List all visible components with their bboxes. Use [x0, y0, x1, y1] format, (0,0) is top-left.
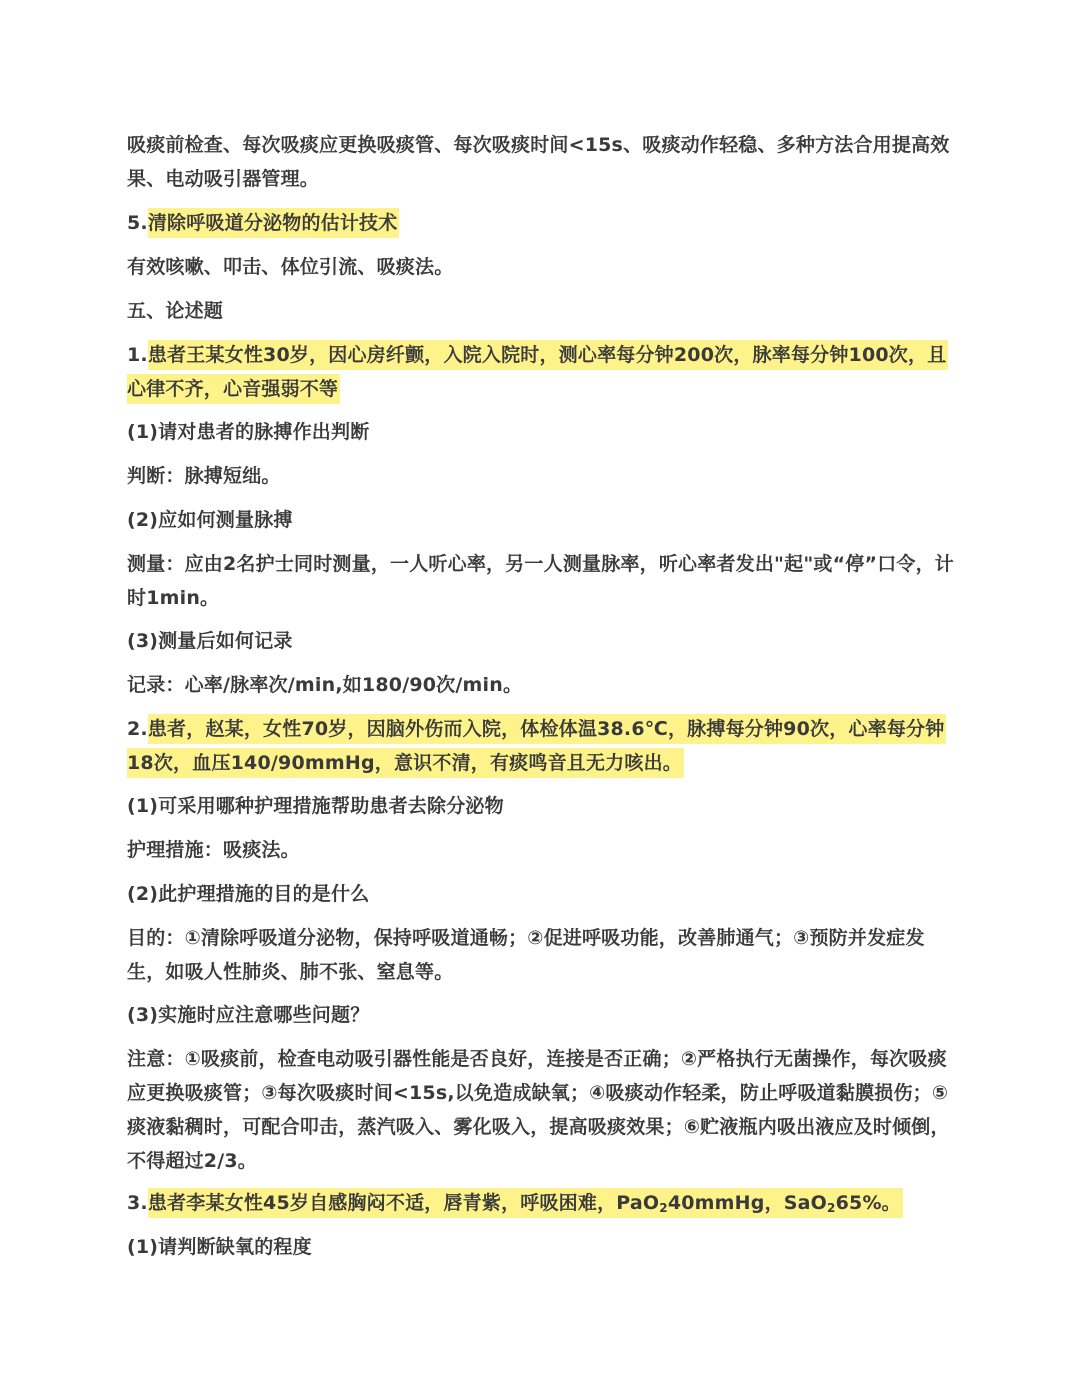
question-number: 1.: [127, 344, 148, 366]
q1-answer-2: 测量：应由2名护士同时测量，一人听心率，另一人测量脉率，听心率者发出"起"或“停”口令，计时1min。: [127, 553, 954, 609]
question-3-text-part1: 患者李某女性45岁自感胸闷不适，唇青紫，呼吸困难，PaO: [147, 1192, 660, 1214]
q3-subquestion-1: (1)请判断缺氧的程度: [127, 1236, 312, 1258]
subscript: 2: [659, 1201, 668, 1215]
q2-subquestion-1: (1)可采用哪种护理措施帮助患者去除分泌物: [127, 795, 504, 817]
highlighted-heading: 清除呼吸道分泌物的估计技术: [148, 208, 400, 238]
q1-subquestion-1: (1)请对患者的脉搏作出判断: [127, 421, 370, 443]
question-2: [127, 712, 957, 780]
question-3-text: [148, 1188, 903, 1218]
q2-subquestion-3: (3)实施时应注意哪些问题？: [127, 1004, 370, 1026]
question-2-text: 患者，赵某，女性70岁，因脑外伤而入院，体检体温38.6℃，脉搏每分钟90次，心率每分钟18次，血压140/90mmHg，意识不清，有痰鸣音且无力咳出。: [127, 714, 946, 778]
q1-answer-3: 记录：心率/脉率次/min,如180/90次/min。: [127, 674, 523, 696]
question-number: 2.: [127, 718, 148, 740]
paragraph-suction-checks: 吸痰前检查、每次吸痰应更换吸痰管、每次吸痰时间<15s、吸痰动作轻稳、多种方法合用提高效果、电动吸引器管理。: [127, 134, 950, 190]
q1-answer-1: 判断：脉搏短绌。: [127, 465, 281, 487]
subscript: 2: [827, 1201, 836, 1215]
question-3-text-part2: 40mmHg，SaO: [667, 1192, 828, 1214]
heading-item-5: [127, 206, 957, 240]
q2-answer-2: 目的：①清除呼吸道分泌物，保持呼吸道通畅；②促进呼吸功能，改善肺通气；③预防并发症发生，如吸人性肺炎、肺不张、窒息等。: [127, 927, 925, 983]
q1-subquestion-2: (2)应如何测量脉搏: [127, 509, 293, 531]
question-3-text-part3: 65%。: [835, 1192, 901, 1214]
q1-subquestion-3: (3)测量后如何记录: [127, 630, 293, 652]
answer-item-5: 有效咳嗽、叩击、体位引流、吸痰法。: [127, 256, 454, 278]
question-1: [127, 338, 957, 406]
q2-answer-1: 护理措施：吸痰法。: [127, 839, 300, 861]
q2-answer-3: 注意：①吸痰前，检查电动吸引器性能是否良好，连接是否正确；②严格执行无菌操作，每次吸痰应更换吸痰管；③每次吸痰时间<15s,以免造成缺氧；④吸痰动作轻柔，防止呼吸道黏膜损伤；⑤痰液黏稠时，可配合叩击，蒸汽吸入、雾化吸入，提高吸痰效果；⑥贮液瓶内吸出液应及时倾倒，不得超过2/3。: [127, 1048, 950, 1172]
section-heading: 五、论述题: [127, 300, 224, 322]
question-1-text: 患者王某女性30岁，因心房纤颤，入院入院时，测心率每分钟200次，脉率每分钟100次，且心律不齐，心音强弱不等: [127, 340, 948, 404]
question-number: 3.: [127, 1192, 148, 1214]
q2-subquestion-2: (2)此护理措施的目的是什么: [127, 883, 370, 905]
question-3: [127, 1186, 957, 1225]
item-number: 5.: [127, 212, 148, 234]
